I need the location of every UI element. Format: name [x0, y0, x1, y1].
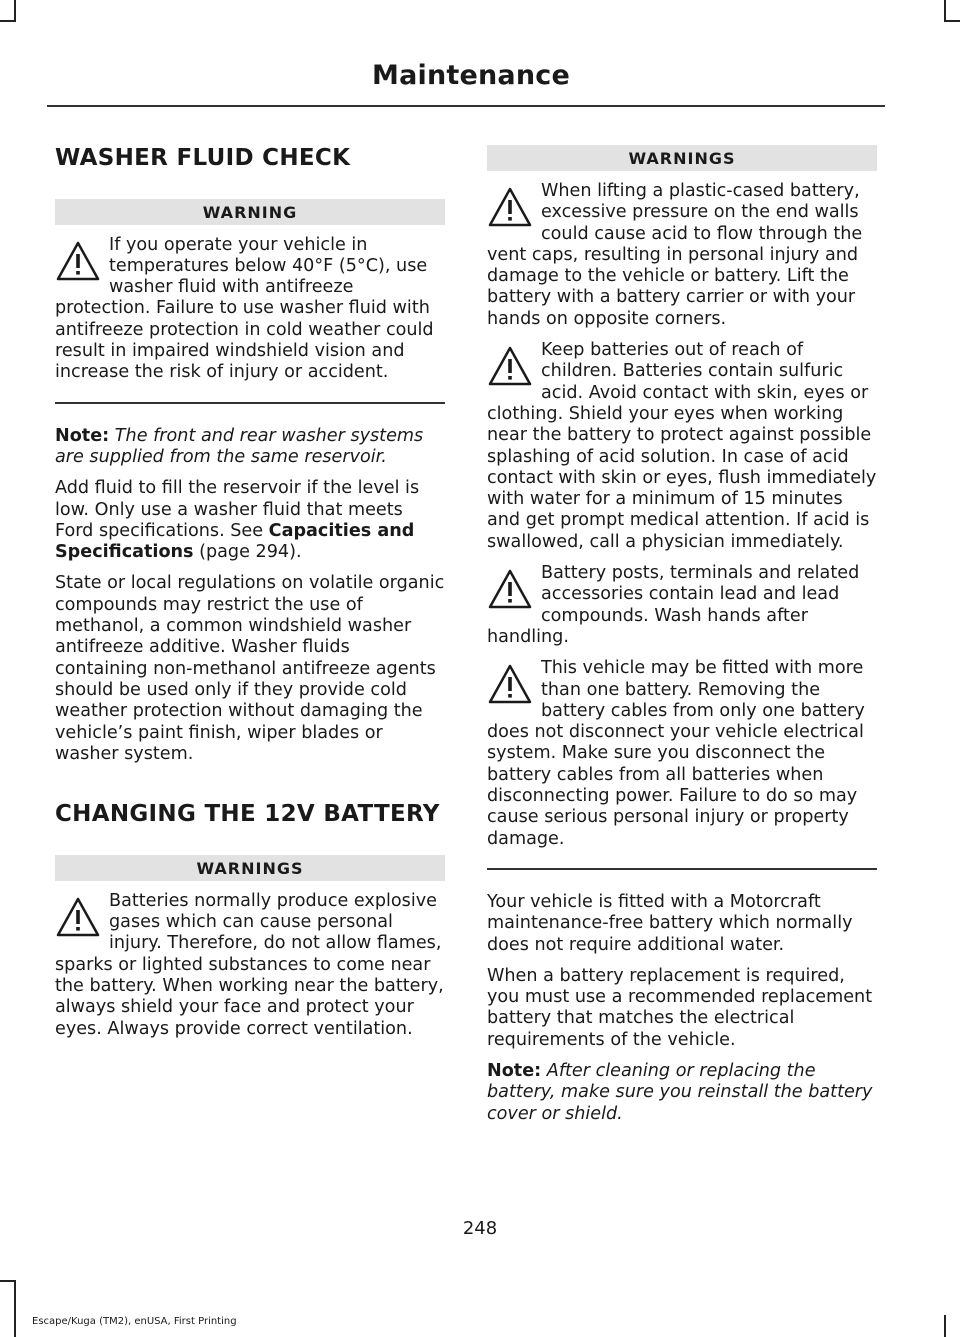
warning-triangle-icon [487, 344, 533, 390]
warning-item [55, 891, 445, 1040]
page-header-title: Maintenance [372, 60, 570, 91]
crop-mark [0, 1280, 16, 1282]
crop-mark [944, 0, 946, 22]
warning-box [55, 855, 445, 1040]
warning-label: WARNING [55, 199, 445, 225]
footer-text: Escape/Kuga (TM2), enUSA, First Printing [32, 1316, 237, 1327]
warning-text: Battery posts, terminals and related accessories contain lead and lead compounds. Wash hands after handling. [487, 563, 860, 647]
warning-text: If you operate your vehicle in temperatures below 40°F (5°C), use washer fluid with antifreeze protection. Failure to use washer fluid with antifreeze protection in cold weather could result in impaired windshield vision and increase the risk of injury or accident. [55, 234, 434, 383]
warning-text: Keep batteries out of reach of children. Batteries contain sulfuric acid. Avoid contact with skin, eyes or clothing. Shield your eyes when working near the battery to protect against possible splashing of acid solution. In case of acid contact with skin or eyes, flush immediately with water for a minimum of 15 minutes and get prompt medical attention. If acid is swallowed, call a physician immediately. [487, 340, 877, 552]
warning-text: This vehicle may be fitted with more than one battery. Removing the battery cables from only one battery does not disconnect your vehicle electrical system. Make sure you disconnect the battery cables from all batteries when disconnecting power. Failure to do so may cause serious personal injury or property damage. [487, 658, 865, 849]
crop-mark [14, 0, 16, 22]
header-rule [47, 105, 885, 107]
paragraph: Your vehicle is fitted with a Motorcraft maintenance-free battery which normally does not require additional water. [487, 891, 853, 955]
warning-triangle-icon [487, 185, 533, 231]
note-text: The front and rear washer systems are supplied from the same reservoir. [55, 425, 424, 467]
paragraph [55, 478, 445, 563]
paragraph: State or local regulations on volatile organic compounds may restrict the use of methanol, a common windshield washer antifreeze additive. Washer fluids containing non-methanol antifreeze agents should be used only if they provide cold weather protection without damaging the vehicle’s paint finish, wiper blades or washer system. [55, 573, 445, 764]
warning-triangle-icon [487, 567, 533, 613]
warning-box [487, 145, 877, 870]
crop-mark [944, 20, 960, 22]
warning-triangle-icon [55, 239, 101, 285]
page-reference: (page 294). [193, 542, 302, 563]
warning-item [487, 340, 877, 553]
spacer [55, 775, 445, 801]
warning-text: When lifting a plastic-cased battery, excessive pressure on the end walls could cause acid to flow through the vent caps, resulting in personal injury and damage to the vehicle or battery. Lift the battery with a battery carrier or with your hands on opposite corners. [487, 181, 863, 329]
warning-item [55, 235, 445, 384]
paragraph: When a battery replacement is required, you must use a recommended replacement battery that matches the electrical requirements of the vehicle. [487, 965, 873, 1050]
section-heading-washer-fluid: WASHER FLUID CHECK [55, 145, 351, 171]
warning-text: Batteries normally produce explosive gases which can cause personal injury. Therefore, do not allow flames, sparks or lighted substances to come near the battery. When working near the battery, always shield your face and protect your eyes. Always provide correct ventilation. [55, 890, 444, 1039]
crop-mark [0, 20, 16, 22]
crop-mark [14, 1280, 16, 1337]
warning-label: WARNINGS [55, 855, 445, 881]
warning-item [487, 658, 877, 850]
section-heading-battery: CHANGING THE 12V BATTERY [55, 801, 440, 828]
note-text: After cleaning or replacing the battery, make sure you reinstall the battery cover or shield. [487, 1060, 873, 1124]
paragraph-text: Add fluid to fill the reservoir if the level is low. Only use a washer fluid that meets Ford specifications. See [55, 478, 420, 541]
cross-reference-link[interactable]: Capacities and Specifications [55, 520, 415, 563]
warning-box [55, 199, 445, 404]
note [55, 426, 445, 469]
warning-triangle-icon [55, 895, 101, 941]
note-label: Note: [55, 425, 110, 446]
note-label: Note: [487, 1060, 542, 1081]
warning-item [487, 181, 877, 330]
left-column [55, 145, 445, 1062]
note [487, 1061, 877, 1125]
warning-item [487, 563, 877, 648]
page-number: 248 [462, 1218, 498, 1239]
right-column [487, 145, 877, 1135]
crop-mark [944, 1315, 946, 1337]
warning-triangle-icon [487, 662, 533, 708]
warning-label: WARNINGS [487, 145, 877, 171]
